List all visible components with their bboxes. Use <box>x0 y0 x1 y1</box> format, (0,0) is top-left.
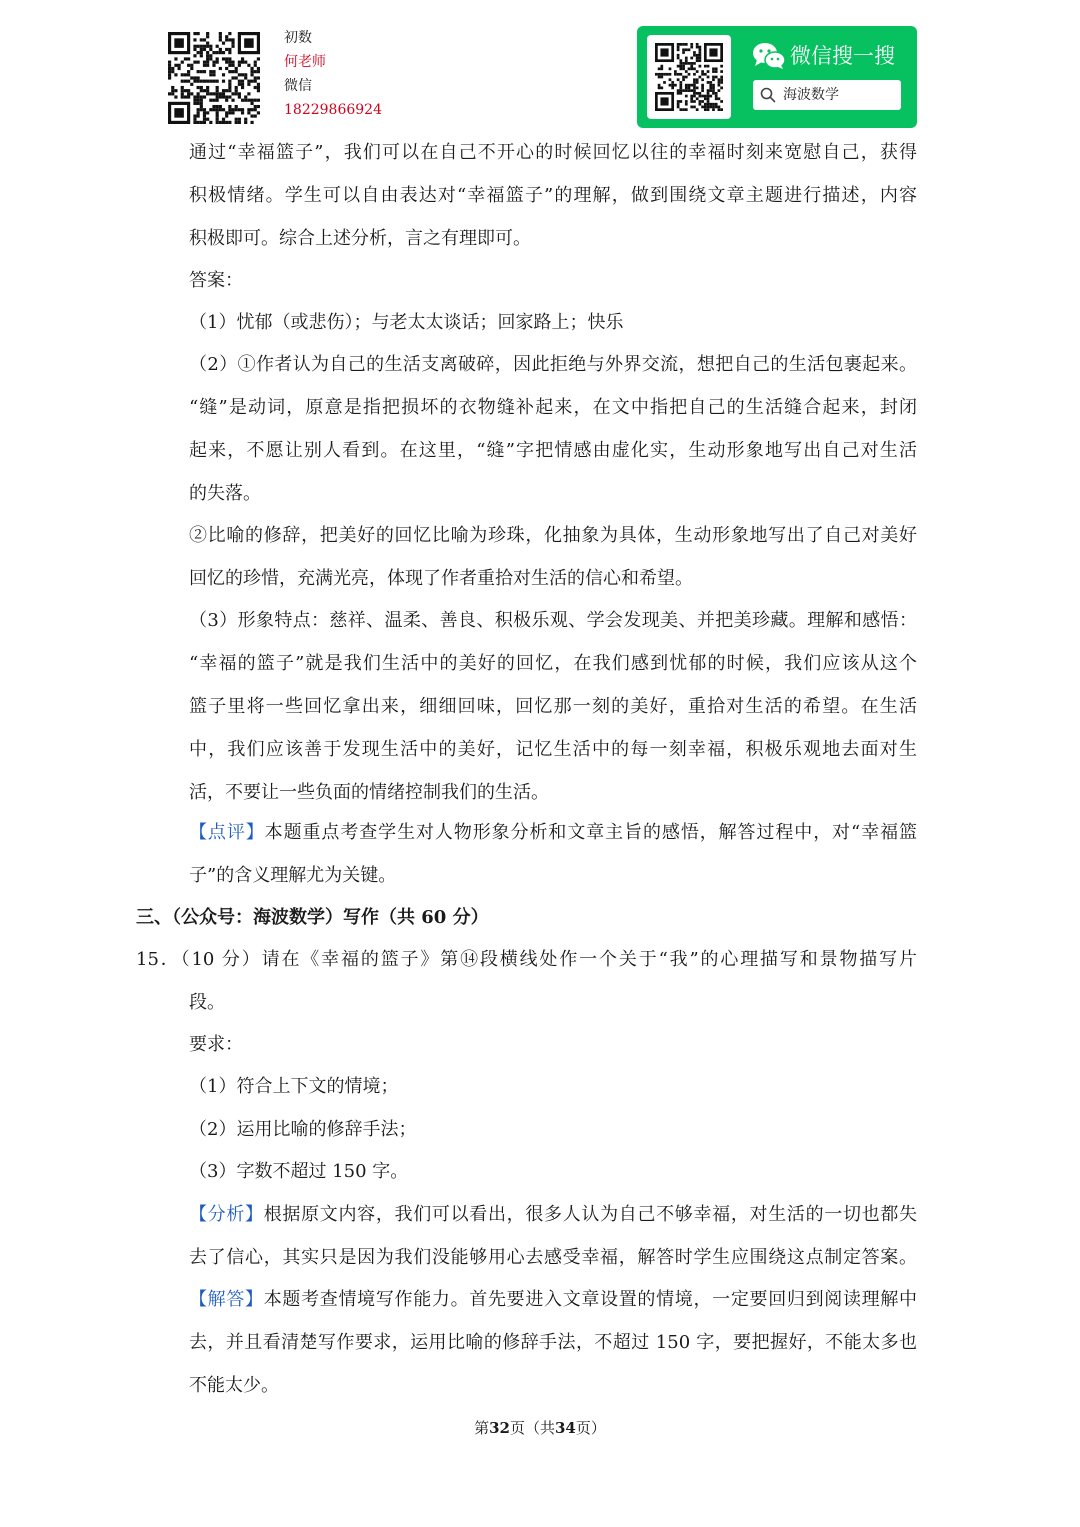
analysis-tag: 【分析】 <box>189 1204 264 1225</box>
answer-3 <box>189 599 917 814</box>
text-line: 答案： <box>189 270 243 291</box>
contact-qr-code <box>168 32 260 124</box>
contact-teacher: 何老师 <box>284 54 326 70</box>
requirement-2 <box>189 1108 917 1151</box>
current-page: 32 <box>489 1419 510 1437</box>
wechat-logo-icon <box>752 42 786 70</box>
text-line: 15．（10 分）请在《幸福的篮子》第⑭段横线处作一个关于“我”的心理描写和景物描写片 <box>136 949 917 970</box>
requirements-label <box>189 1023 917 1066</box>
text-line: 通过“幸福篮子”，我们可以在自己不开心的时候回忆以往的幸福时刻来宽慰自己，获得 <box>189 142 917 163</box>
solution-tag: 【解答】 <box>189 1289 264 1310</box>
text-line: 活，不要让一些负面的情绪控制我们的生活。 <box>189 782 549 803</box>
question-15 <box>136 938 917 1024</box>
answer-1 <box>189 301 917 344</box>
text-line: 【解答】本题考查情境写作能力。首先要进入文章设置的情境，一定要回归到阅读理解中 <box>189 1289 918 1310</box>
search-icon <box>760 87 776 103</box>
text-line: （3）字数不超过 150 字。 <box>189 1161 409 1182</box>
page-number: 第32页（共34页） <box>474 1419 606 1437</box>
text-line: 子”的含义理解尤为关键。 <box>189 865 397 886</box>
text-line: （3）形象特点：慈祥、温柔、善良、积极乐观、学会发现美、并把美珍藏。理解和感悟： <box>189 610 917 631</box>
solution-section <box>189 1278 917 1407</box>
text-line: “缝”是动词，原意是指把损坏的衣物缝补起来，在文中指把自己的生活缝合起来，封闭 <box>189 397 917 418</box>
total-pages: 34 <box>555 1419 576 1437</box>
text-line: （2）运用比喻的修辞手法； <box>189 1119 417 1140</box>
text-line: 的失落。 <box>189 483 261 504</box>
text-line: 积极情绪。学生可以自由表达对“幸福篮子”的理解，做到围绕文章主题进行描述，内容 <box>189 185 917 206</box>
contact-wechat-label: 微信 <box>284 78 312 94</box>
text-line: “幸福的篮子”就是我们生活中的美好的回忆，在我们感到忧郁的时候，我们应该从这个 <box>189 653 917 674</box>
text-line: 【分析】根据原文内容，我们可以看出，很多人认为自己不够幸福，对生活的一切也都失 <box>189 1204 918 1225</box>
text-line: 要求： <box>189 1034 243 1055</box>
text-line: 篮子里将一些回忆拿出来，细细回味，回忆那一刻的美好，重拾对生活的希望。在生活 <box>189 696 917 717</box>
text-line: （1）符合上下文的情境； <box>189 1076 399 1097</box>
text-line: 积极即可。综合上述分析，言之有理即可。 <box>189 228 531 249</box>
answer-2 <box>189 343 917 515</box>
contact-phone: 18229866924 <box>284 102 382 118</box>
text-line: ②比喻的修辞，把美好的回忆比喻为珍珠，化抽象为具体，生动形象地写出了自己对美好 <box>189 525 917 546</box>
wechat-search-box[interactable] <box>753 80 901 110</box>
text-line: 中，我们应该善于发现生活中的美好，记忆生活中的每一刻幸福，积极乐观地去面对生 <box>189 739 917 760</box>
text-line: 段。 <box>189 992 225 1013</box>
requirement-1 <box>189 1065 917 1108</box>
wechat-qr-code <box>647 35 731 119</box>
analysis-section <box>189 1193 917 1279</box>
answer-2-part-2 <box>189 514 917 600</box>
text-line: 起来，不愿让别人看到。在这里，“缝”字把情感由虚化实，生动形象地写出自己对生活 <box>189 440 917 461</box>
text-line: 【点评】本题重点考查学生对人物形象分析和文章主旨的感悟，解答过程中，对“幸福篮 <box>189 822 918 843</box>
section-heading <box>136 896 917 939</box>
text-line: 不能太少。 <box>189 1375 279 1396</box>
text-line: 三、（公众号：海波数学）写作（共 60 分） <box>136 907 489 928</box>
contact-subject: 初数 <box>284 30 312 46</box>
wechat-search-title: 微信搜一搜 <box>790 44 895 68</box>
text-line: 去了信心，其实只是因为我们没能够用心去感受幸福，解答时学生应围绕这点制定答案。 <box>189 1247 917 1268</box>
analysis-paragraph <box>189 131 917 260</box>
contact-info <box>284 26 382 122</box>
wechat-search-text: 海波数学 <box>783 87 839 103</box>
comment-tag: 【点评】 <box>189 822 265 843</box>
answer-label <box>189 259 917 302</box>
wechat-search-card[interactable] <box>637 26 917 128</box>
text-line: （1）忧郁（或悲伤）；与老太太谈话；回家路上；快乐 <box>189 312 624 333</box>
text-line: （2）①作者认为自己的生活支离破碎，因此拒绝与外界交流，想把自己的生活包裹起来。 <box>189 354 917 375</box>
text-line: 回忆的珍惜，充满光亮，体现了作者重拾对生活的信心和希望。 <box>189 568 693 589</box>
requirement-3 <box>189 1150 917 1193</box>
text-line: 去，并且看清楚写作要求，运用比喻的修辞手法，不超过 150 字，要把握好，不能太多也 <box>189 1332 917 1353</box>
comment-paragraph <box>189 811 917 897</box>
